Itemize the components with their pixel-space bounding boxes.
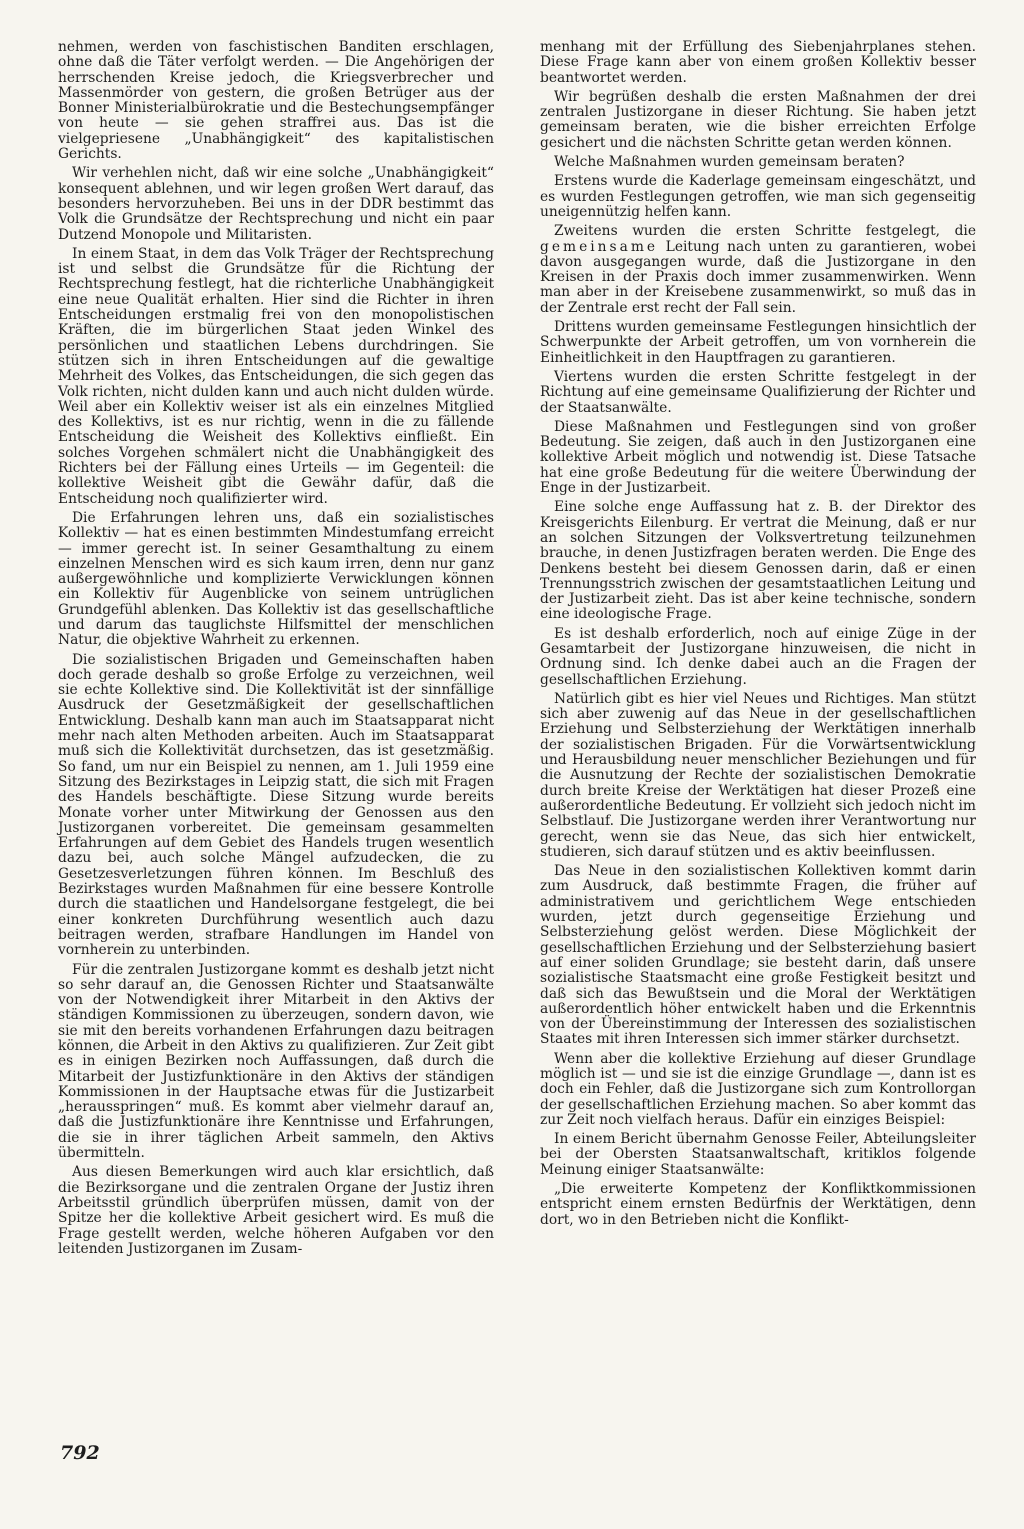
spaced-emphasis: gemeinsame	[540, 238, 659, 255]
column-right	[540, 40, 976, 1480]
paragraph-text: Leitung nach unten zu garantieren, wobei davon ausgegangen wurde, daß die Justizorgane in den Kreisen in der Praxis doch immer zusammenwirken. Wenn man aber in der Kreisebene zusammenwirkt, so muß das in der Zentrale erst recht der Fall sein.	[540, 238, 976, 316]
paragraph: Eine solche enge Auffassung hat z. B. der Direktor des Kreisgerichts Eilenburg. Er vertrat die Meinung, daß er nur an solchen Sitzungen der Volksvertretung teilzunehmen brauche, in denen Justizfragen beraten werden. Die Enge des Denkens besteht bei diesem Genossen darin, daß er einen Trennungsstrich zwischen der gesamtstaatlichen Leitung und der Justizarbeit zieht. Das ist aber keine technische, sondern eine ideologische Frage.	[540, 499, 976, 623]
paragraph: Erstens wurde die Kaderlage gemeinsam eingeschätzt, und es wurden Festlegungen getroffen, wie man sich gegenseitig uneigennützig helfen kann.	[540, 173, 976, 220]
paragraph: In einem Bericht übernahm Genosse Feiler, Abteilungsleiter bei der Obersten Staatsanwaltschaft, kritiklos folgende Meinung einiger Staatsanwälte:	[540, 1131, 976, 1178]
page-number: 792	[60, 1442, 100, 1464]
paragraph: Drittens wurden gemeinsame Festlegungen hinsichtlich der Schwerpunkte der Arbeit getroffen, um von vornherein die Einheitlichkeit in den Hauptfragen zu garantieren.	[540, 319, 976, 366]
paragraph: Für die zentralen Justizorgane kommt es deshalb jetzt nicht so sehr darauf an, die Genossen Richter und Staatsanwälte von der Notwendigkeit ihrer Mitarbeit in den Aktivs der ständigen Kommissionen zu überzeugen, sondern davon, wie sie mit den bereits vorhandenen Erfahrungen dazu beitragen können, die Arbeit in den Aktivs zu qualifizieren. Zur Zeit gibt es in einigen Bezirken noch Auffassungen, daß durch die Mitarbeit der Justizfunktionäre in den Aktivs der ständigen Kommissionen in der Hauptsache etwas für die Justizarbeit „herausspringen“ muß. Es kommt aber vielmehr darauf an, daß die Justizfunktionäre ihre Kenntnisse und Erfahrungen, die sie in ihrer täglichen Arbeit sammeln, den Aktivs übermitteln.	[58, 961, 494, 1162]
paragraph: Das Neue in den sozialistischen Kollektiven kommt darin zum Ausdruck, daß bestimmte Fragen, die früher auf administrativem und gerichtlichem Wege entschieden wurden, jetzt durch gegenseitige Erziehung und Selbsterziehung gelöst werden. Diese Möglichkeit der gesellschaftlichen Erziehung und der Selbsterziehung basiert auf einer soliden Grundlage; sie besteht darin, daß unsere sozialistische Staatsmacht eine große Festigkeit besitzt und daß sich das Bewußtsein und die Moral der Werktätigen außerordentlich höher entwickelt haben und die Erkenntnis von der Übereinstimmung der Interessen des sozialistischen Staates mit ihren Interessen sich immer stärker durchsetzt.	[540, 863, 976, 1048]
paragraph: menhang mit der Erfüllung des Siebenjahrplanes stehen. Diese Frage kann aber von einem großen Kollektiv besser beantwortet werden.	[540, 39, 976, 86]
paragraph	[540, 224, 976, 316]
paragraph: Die Erfahrungen lehren uns, daß ein sozialistisches Kollektiv — hat es einen bestimmten Mindestumfang erreicht — immer gerecht ist. In seiner Gesamthaltung zu einem einzelnen Menschen wird es sich kaum irren, denn nur ganz außergewöhnliche und komplizierte Verwicklungen können ein Kollektiv für Augenblicke von seinem untrüglichen Grundgefühl ablenken. Das Kollektiv ist das gesellschaftliche und darum das tauglichste Hilfsmittel der menschlichen Natur, die objektive Wahrheit zu erkennen.	[58, 509, 494, 649]
paragraph: „Die erweiterte Kompetenz der Konfliktkommissionen entspricht einem ernsten Bedürfnis der Werktätigen, denn dort, wo in den Betrieben nicht die Konflikt-	[540, 1181, 976, 1228]
paragraph: Es ist deshalb erforderlich, noch auf einige Züge in der Gesamtarbeit der Justizorgane hinzuweisen, die nicht in Ordnung sind. Ich denke dabei auch an die Fragen der gesellschaftlichen Erziehung.	[540, 625, 976, 688]
paragraph: Viertens wurden die ersten Schritte festgelegt in der Richtung auf eine gemeinsame Qualifizierung der Richter und der Staatsanwälte.	[540, 368, 976, 416]
paragraph: Aus diesen Bemerkungen wird auch klar ersichtlich, daß die Bezirksorgane und die zentralen Organe der Justiz ihren Arbeitsstil gründlich überprüfen müssen, damit von der Spitze her die kollektive Arbeit gesichert wird. Es muß die Frage gestellt werden, welche höheren Aufgaben vor den leitenden Justizorganen im Zusam-	[58, 1164, 494, 1257]
paragraph: Diese Maßnahmen und Festlegungen sind von großer Bedeutung. Sie zeigen, daß auch in den Justizorganen eine kollektive Arbeit möglich und notwendig ist. Diese Tatsache hat eine große Bedeutung für die weitere Überwindung der Enge in der Justizarbeit.	[540, 418, 976, 497]
paragraph: Wir begrüßen deshalb die ersten Maßnahmen der drei zentralen Justizorgane in dieser Richtung. Sie haben jetzt gemeinsam beraten, wie die bisher erreichten Erfolge gesichert und die nächsten Schritte getan werden können.	[540, 88, 976, 151]
paragraph: nehmen, werden von faschistischen Banditen erschlagen, ohne daß die Täter verfolgt werden. — Die Angehörigen der herrschenden Kreise jedoch, die Kriegsverbrecher und Massenmörder von gestern, die großen Betrüger aus der Bonner Ministerialbürokratie und die Bestechungsempfänger von heute — sie gehen straffrei aus. Das ist die vielgepriesene „Unabhängigkeit“ des kapitalistischen Gerichts.	[58, 39, 494, 163]
paragraph-text: Zweitens wurden die ersten Schritte festgelegt, die	[554, 223, 976, 240]
paragraph: In einem Staat, in dem das Volk Träger der Rechtsprechung ist und selbst die Grundsätze für die Richtung der Rechtsprechung festlegt, hat die richterliche Unabhängigkeit eine neue Qualität erhalten. Hier sind die Richter in ihren Entscheidungen erstmalig frei von den monopolistischen Kräften, die im bürgerlichen Staat jeden Winkel des persönlichen und staatlichen Lebens durchdringen. Sie stützen sich in ihren Entscheidungen auf die gewaltige Mehrheit des Volkes, das Entscheidungen, die sich gegen das Volk richten, nicht dulden kann und auch nicht dulden würde. Weil aber ein Kollektiv weiser ist als ein einzelnes Mitglied des Kollektivs, ist es nur richtig, wenn in die zu fällende Entscheidung die Weisheit des Kollektivs einfließt. Ein solches Vorgehen schmälert nicht die Unabhängigkeit des Richters bei der Fällung eines Urteils — im Gegenteil: die kollektive Weisheit gibt die Gewähr dafür, daß die Entscheidung noch qualifizierter wird.	[58, 245, 494, 507]
column-left	[58, 40, 494, 1480]
page	[58, 40, 976, 1480]
paragraph: Wir verhehlen nicht, daß wir eine solche „Unabhängigkeit“ konsequent ablehnen, und wir legen großen Wert darauf, das besonders hervorzuheben. Bei uns in der DDR bestimmt das Volk die Grundsätze der Rechtsprechung und nicht ein paar Dutzend Monopole und Militaristen.	[58, 165, 494, 243]
paragraph: Welche Maßnahmen wurden gemeinsam beraten?	[554, 154, 905, 171]
paragraph: Wenn aber die kollektive Erziehung auf dieser Grundlage möglich ist — und sie ist die einzige Grundlage —, dann ist es doch ein Fehler, daß die Justizorgane sich zum Kontrollorgan der gesellschaftlichen Erziehung machen. So aber kommt das zur Zeit noch vielfach heraus. Dafür ein einziges Beispiel:	[540, 1050, 976, 1128]
paragraph: Natürlich gibt es hier viel Neues und Richtiges. Man stützt sich aber zuwenig auf das Neue in der gesellschaftlichen Erziehung und Selbsterziehung der Werktätigen innerhalb der sozialistischen Brigaden. Für die Vorwärtsentwicklung und Herausbildung neuer menschlicher Beziehungen und für die Ausnutzung der Rechte der sozialistischen Demokratie durch breite Kreise der Werktätigen hat dieser Prozeß eine außerordentliche Bedeutung. Er vollzieht sich jedoch nicht im Selbstlauf. Die Justizorgane werden ihrer Verantwortung nur gerecht, wenn sie das Neue, das sich hier entwickelt, studieren, sich darauf stützen und es aktiv beeinflussen.	[540, 690, 976, 860]
paragraph: Die sozialistischen Brigaden und Gemeinschaften haben doch gerade deshalb so große Erfolge zu verzeichnen, weil sie echte Kollektive sind. Die Kollektivität ist der sinnfällige Ausdruck der Gesetzmäßigkeit der gesellschaftlichen Entwicklung. Deshalb kann man auch im Staatsapparat nicht mehr nach alten Methoden arbeiten. Auch im Staatsapparat muß sich die Kollektivität durchsetzen, das ist gesetzmäßig. So fand, um nur ein Beispiel zu nennen, am 1. Juli 1959 eine Sitzung des Bezirkstages in Leipzig statt, die sich mit Fragen des Handels beschäftigte. Diese Sitzung wurde bereits Monate vorher unter Mitwirkung der Genossen aus den Justizorganen vorbereitet. Die gemeinsam gesammelten Erfahrungen auf dem Gebiet des Handels trugen wesentlich dazu bei, auch solche Mängel aufzudecken, die zu Gesetzesverletzungen führen können. Im Beschluß des Bezirkstages wurden Maßnahmen für eine bessere Kontrolle durch die staatlichen und Handelsorgane festgelegt, die bei einer konkreten Durchführung wesentlich auch dazu beitragen werden, strafbare Handlungen im Handel von vornherein zu unterbinden.	[58, 651, 494, 959]
